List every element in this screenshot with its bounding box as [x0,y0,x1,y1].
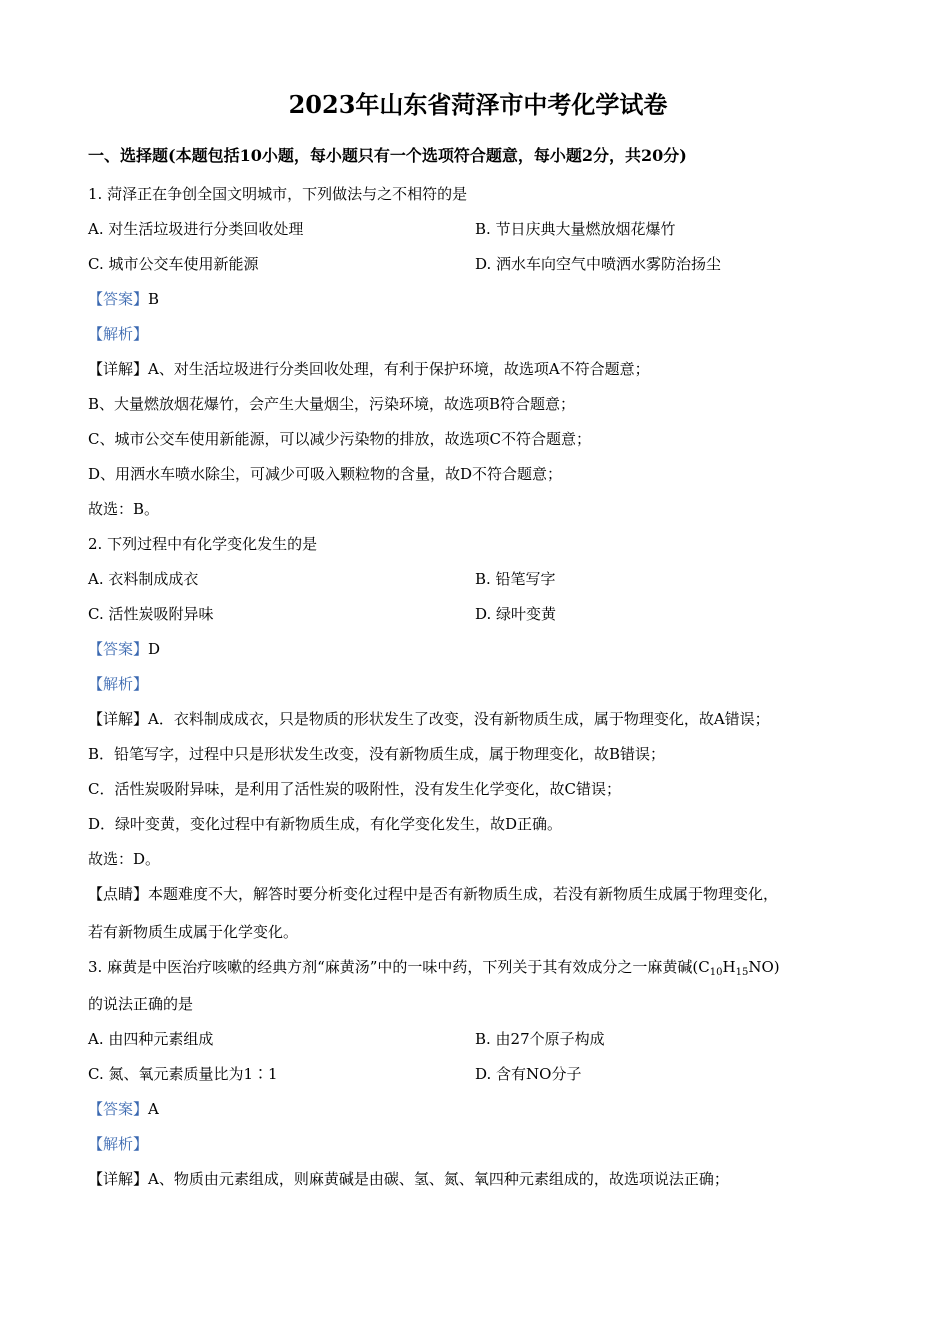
answer-label: 【答案】 [88,640,149,658]
question-3-option-c: C. 氮、氧元素质量比为1∶1 [88,1065,278,1083]
answer-label: 【答案】 [88,290,149,308]
question-2-option-c: C. 活性炭吸附异味 [88,605,214,623]
detail-text: A、对生活垃圾进行分类回收处理，有利于保护环境，故选项A不符合题意； [148,360,650,378]
answer-value: B [148,290,160,308]
question-1-option-a: A. 对生活垃圾进行分类回收处理 [88,220,304,238]
answer-label: 【答案】 [88,1100,149,1118]
page-title: 2023年山东省菏泽市中考化学试卷 [288,90,668,119]
detail-label: 【详解】 [88,1170,149,1188]
question-2-detail-2: B．铅笔写字，过程中只是形状发生改变，没有新物质生成，属于物理变化，故B错误； [88,745,666,763]
question-3-stem [88,955,780,979]
question-2-option-b: B. 铅笔写字 [475,570,556,588]
detail-label: 【详解】 [88,360,149,378]
question-1-option-b: B. 节日庆典大量燃放烟花爆竹 [475,220,676,238]
analysis-label: 【解析】 [88,1135,149,1153]
detail-text: A．衣料制成成衣，只是物质的形状发生了改变，没有新物质生成，属于物理变化，故A错误； [148,710,770,728]
question-1-choose: 故选：B。 [88,500,160,518]
question-1-option-d: D. 洒水车向空气中喷洒水雾防治扬尘 [475,255,722,273]
comment-label: 【点睛】 [88,885,149,903]
question-2-comment-2: 若有新物质生成属于化学变化。 [88,923,299,941]
question-3-analysis-label [88,1132,148,1156]
analysis-label: 【解析】 [88,325,149,343]
subscript-carbon: 10 [709,967,723,978]
question-2-analysis-label [88,672,148,696]
question-1-option-c: C. 城市公交车使用新能源 [88,255,259,273]
question-2-answer [88,637,160,661]
question-3-option-b: B. 由27个原子构成 [475,1030,605,1048]
question-1-stem: 1. 菏泽正在争创全国文明城市，下列做法与之不相符的是 [88,185,468,203]
answer-value: A [148,1100,159,1118]
detail-label: 【详解】 [88,710,149,728]
answer-value: D [148,640,161,658]
question-3-answer [88,1097,159,1121]
question-2-comment-1 [88,882,778,906]
analysis-label: 【解析】 [88,675,149,693]
question-1-detail-4: D、用洒水车喷水除尘，可减少可吸入颗粒物的含量，故D不符合题意； [88,465,563,483]
question-1-analysis-label [88,322,148,346]
detail-text: A、物质由元素组成，则麻黄碱是由碳、氢、氮、氧四种元素组成的，故选项说法正确； [148,1170,729,1188]
section-heading: 一、选择题(本题包括10小题，每小题只有一个选项符合题意，每小题2分，共20分) [88,146,687,165]
question-2-stem: 2. 下列过程中有化学变化发生的是 [88,535,318,553]
hydrogen-symbol: H [722,958,736,976]
question-2-option-d: D. 绿叶变黄 [475,605,557,623]
question-2-detail-1 [88,707,770,731]
question-2-choose: 故选：D。 [88,850,161,868]
question-3-detail-1 [88,1167,729,1191]
question-1-detail-1 [88,357,650,381]
subscript-hydrogen: 15 [735,967,749,978]
question-3-stem-2: 的说法正确的是 [88,995,194,1013]
question-1-detail-2: B、大量燃放烟花爆竹，会产生大量烟尘，污染环境，故选项B符合题意； [88,395,576,413]
question-1-answer [88,287,159,311]
stem-text-end: NO) [748,958,780,976]
question-2-option-a: A. 衣料制成成衣 [88,570,199,588]
comment-text: 本题难度不大，解答时要分析变化过程中是否有新物质生成，若没有新物质生成属于物理变化， [148,885,779,903]
question-2-detail-3: C．活性炭吸附异味，是利用了活性炭的吸附性，没有发生化学变化，故C错误； [88,780,621,798]
stem-text: 3. 麻黄是中医治疗咳嗽的经典方剂“麻黄汤”中的一味中药，下列关于其有效成分之一麻黄碱(C [88,958,710,976]
question-2-detail-4: D．绿叶变黄，变化过程中有新物质生成，有化学变化发生，故D正确。 [88,815,563,833]
question-1-detail-3: C、城市公交车使用新能源，可以减少污染物的排放，故选项C不符合题意； [88,430,591,448]
question-3-option-d: D. 含有NO分子 [475,1065,582,1083]
question-3-option-a: A. 由四种元素组成 [88,1030,214,1048]
